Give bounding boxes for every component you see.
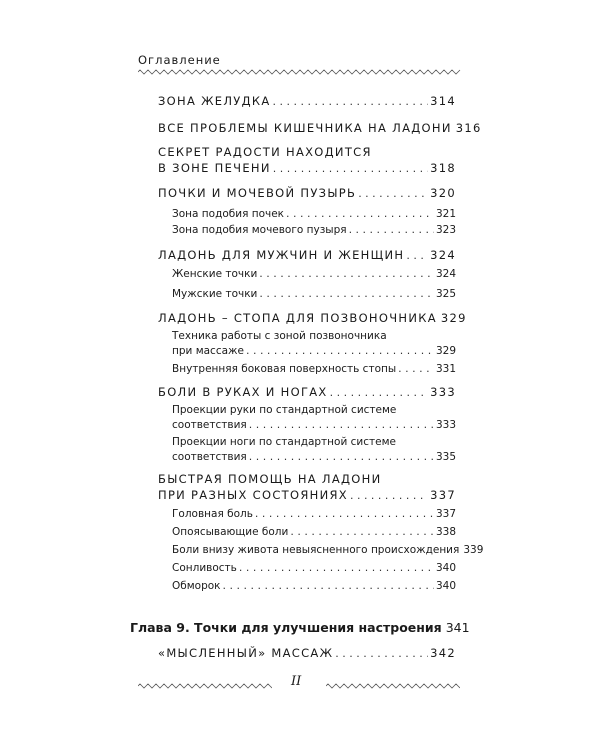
toc-entry-page: 324 — [430, 248, 456, 262]
toc-entry[interactable] — [158, 161, 456, 175]
toc-entry-page: 320 — [430, 186, 456, 200]
toc-subentry-title: Боли внизу живота невыясненного происхождения — [172, 544, 460, 556]
toc-entry-title: ВСЕ ПРОБЛЕМЫ КИШЕЧНИКА НА ЛАДОНИ — [158, 121, 452, 135]
toc-subentry-page: 335 — [435, 451, 456, 463]
toc-entry-page: 342 — [430, 646, 456, 660]
toc-subentry-title-line2: соответствия — [172, 419, 247, 431]
dot-leader — [290, 525, 434, 538]
toc-subentry-title: Женские точки — [172, 268, 258, 280]
toc-entry-page: 329 — [440, 311, 467, 325]
toc-subentry[interactable] — [172, 267, 456, 280]
dot-leader — [358, 187, 428, 200]
dot-leader — [249, 418, 434, 431]
toc-entry[interactable] — [158, 488, 456, 502]
toc-entry[interactable] — [158, 121, 482, 135]
toc-entry-title-line2: ПРИ РАЗНЫХ СОСТОЯНИЯХ — [158, 488, 348, 502]
toc-chapter[interactable] — [130, 620, 470, 635]
toc-entry-title: ЗОНА ЖЕЛУДКА — [158, 94, 271, 108]
toc-entry-title-line2: В ЗОНЕ ПЕЧЕНИ — [158, 161, 271, 175]
toc-subentry-page: 325 — [435, 288, 456, 300]
toc-subentry[interactable] — [172, 362, 456, 375]
toc-entry-title: ПОЧКИ И МОЧЕВОЙ ПУЗЫРЬ — [158, 186, 357, 200]
toc-entry-page: 314 — [430, 94, 456, 108]
toc-subentry[interactable] — [172, 207, 456, 220]
toc-subentry-page: 338 — [435, 526, 456, 538]
dot-leader — [273, 95, 429, 108]
toc-entry-title-line1: СЕКРЕТ РАДОСТИ НАХОДИТСЯ — [158, 145, 372, 159]
toc-subentry-title-line1: Техника работы с зоной позвоночника — [172, 330, 387, 342]
toc-entry-page: 337 — [430, 488, 456, 502]
toc-subentry-page: 333 — [435, 419, 456, 431]
toc-subentry[interactable] — [172, 287, 456, 300]
dot-leader — [223, 579, 434, 592]
toc-entry-title: ЛАДОНЬ ДЛЯ МУЖЧИН И ЖЕНЩИН — [158, 248, 405, 262]
toc-entry[interactable] — [158, 646, 456, 660]
dot-leader — [286, 207, 434, 220]
dot-leader — [330, 386, 429, 399]
running-header: Оглавление — [138, 53, 221, 67]
toc-subentry-page: 324 — [435, 268, 456, 280]
toc-entry[interactable] — [158, 311, 467, 325]
toc-subentry[interactable] — [172, 418, 456, 431]
toc-subentry-title-line1: Проекции ноги по стандартной системе — [172, 436, 396, 448]
toc-subentry-title-line2: при массаже — [172, 345, 244, 357]
toc-subentry-title: Зона подобия почек — [172, 208, 285, 220]
toc-entry[interactable] — [158, 385, 456, 399]
toc-entry-title: БОЛИ В РУКАХ И НОГАХ — [158, 385, 328, 399]
toc-subentry-title: Мужские точки — [172, 288, 258, 300]
dot-leader — [273, 162, 428, 175]
toc-subentry-page: 329 — [435, 345, 456, 357]
toc-entry-page: 333 — [430, 385, 456, 399]
footer-ornament-right — [326, 683, 460, 689]
dot-leader — [350, 489, 428, 502]
dot-leader — [398, 362, 434, 375]
toc-subentry[interactable] — [172, 450, 456, 463]
toc-entry[interactable] — [158, 248, 456, 262]
toc-subentry-page: 340 — [435, 562, 456, 574]
toc-subentry-title: Обморок — [172, 580, 221, 592]
toc-subentry-page: 323 — [435, 224, 456, 236]
toc-subentry-page: 321 — [435, 208, 456, 220]
toc-entry-page: 316 — [455, 121, 482, 135]
toc-entry-title: «МЫСЛЕННЫЙ» МАССАЖ — [158, 646, 334, 660]
toc-entry[interactable] — [158, 186, 456, 200]
toc-entry-title: ЛАДОНЬ – СТОПА ДЛЯ ПОЗВОНОЧНИКА — [158, 311, 437, 325]
toc-subentry[interactable] — [172, 543, 484, 556]
toc-subentry[interactable] — [172, 579, 456, 592]
toc-subentry[interactable] — [172, 223, 456, 236]
page-number: II — [291, 674, 302, 689]
toc-subentry-title: Головная боль — [172, 508, 253, 520]
dot-leader — [246, 344, 434, 357]
toc-subentry-title-line1: Проекции руки по стандартной системе — [172, 404, 397, 416]
toc-subentry-page: 339 — [463, 544, 484, 556]
toc-entry-title-line1: БЫСТРАЯ ПОМОЩЬ НА ЛАДОНИ — [158, 472, 382, 486]
header-ornament — [138, 69, 461, 75]
dot-leader — [239, 561, 434, 574]
toc-subentry[interactable] — [172, 344, 456, 357]
footer-ornament-left — [138, 683, 272, 689]
toc-subentry[interactable] — [172, 561, 456, 574]
toc-subentry-title-line2: соответствия — [172, 451, 247, 463]
toc-subentry[interactable] — [172, 507, 456, 520]
toc-subentry-title: Внутренняя боковая поверхность стопы — [172, 363, 397, 375]
toc-subentry-title: Зона подобия мочевого пузыря — [172, 224, 347, 236]
dot-leader — [349, 223, 434, 236]
dot-leader — [259, 287, 434, 300]
toc-subentry-page: 337 — [435, 508, 456, 520]
toc-subentry-title: Опоясывающие боли — [172, 526, 289, 538]
toc-subentry-page: 340 — [435, 580, 456, 592]
toc-chapter-title: Глава 9. Точки для улучшения настроения — [130, 620, 442, 635]
toc-subentry-page: 331 — [435, 363, 456, 375]
dot-leader — [255, 507, 434, 520]
dot-leader — [335, 647, 428, 660]
dot-leader — [406, 249, 428, 262]
dot-leader — [259, 267, 434, 280]
toc-subentry-title: Сонливость — [172, 562, 237, 574]
toc-entry[interactable] — [158, 94, 456, 108]
dot-leader — [249, 450, 434, 463]
toc-entry-page: 318 — [430, 161, 456, 175]
toc-chapter-page: 341 — [445, 620, 470, 635]
toc-subentry[interactable] — [172, 525, 456, 538]
